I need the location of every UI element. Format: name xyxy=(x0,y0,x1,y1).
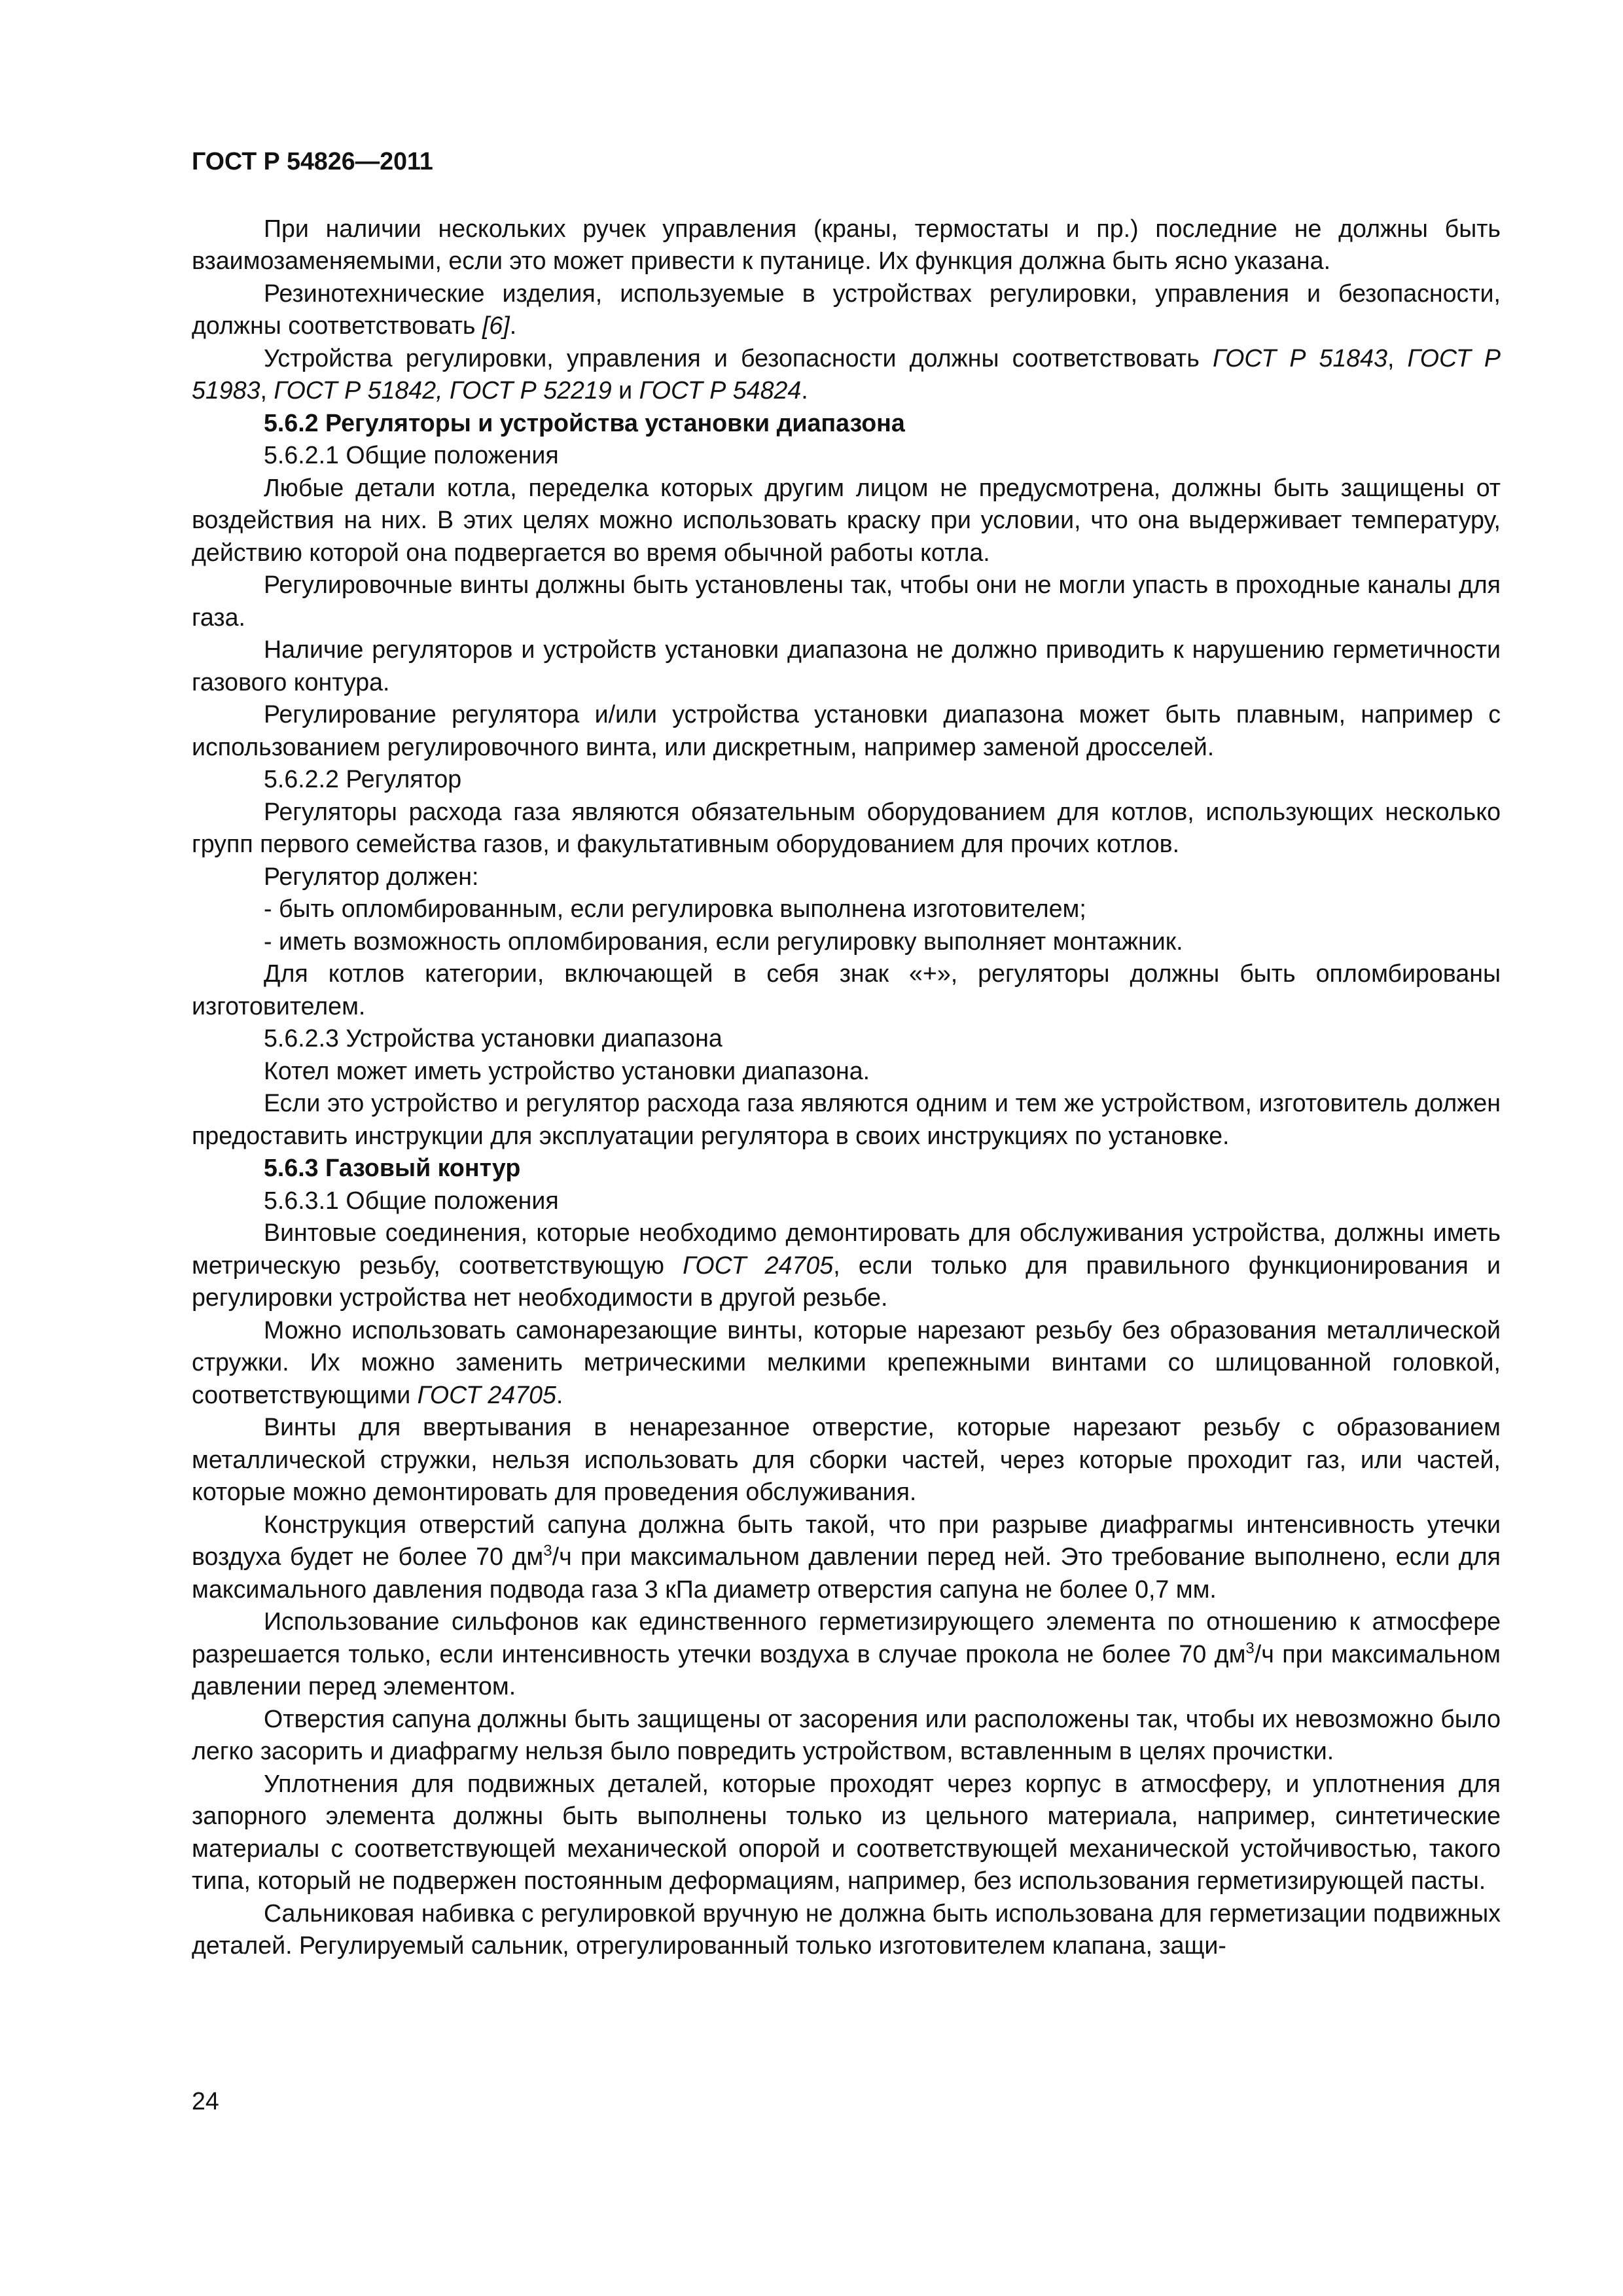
paragraph: Регулятор должен: xyxy=(264,862,479,890)
subsection-heading: 5.6.2.2 Регулятор xyxy=(264,765,462,793)
text: /ч при максимальном давлении перед элементом. xyxy=(192,1640,1501,1700)
paragraph xyxy=(192,342,1501,407)
subsection-heading: 5.6.2.3 Устройства установки диапазона xyxy=(264,1024,722,1052)
paragraph: Любые детали котла, переделка которых другим лицом не предусмотрена, должны быть защищены от воздействия на них. В этих целях можно использовать краску при условии, что она выдерживает температуру, действию которой она подвергается во время обычной работы котла. xyxy=(192,473,1501,566)
section-heading: 5.6.2 Регуляторы и устройства установки диапазона xyxy=(264,408,905,437)
paragraph: Регулировочные винты должны быть установлены так, чтобы они не могли упасть в проходные каналы для газа. xyxy=(192,571,1501,631)
document-header: ГОСТ Р 54826—2011 xyxy=(192,147,433,175)
reference: ГОСТ 24705 xyxy=(683,1251,834,1279)
reference: ГОСТ Р 51843 xyxy=(1212,344,1387,372)
subsection-heading: 5.6.2.1 Общие положения xyxy=(264,441,559,469)
superscript: 3 xyxy=(1245,1639,1255,1657)
list-item: - быть опломбированным, если регулировка выполнена изготовителем; xyxy=(264,895,1086,922)
section-heading: 5.6.3 Газовый контур xyxy=(264,1154,521,1181)
document-page xyxy=(192,145,1501,1962)
paragraph: Наличие регуляторов и устройств установки диапазона не должно приводить к нарушению герметичности газового контура. xyxy=(192,636,1501,696)
paragraph xyxy=(192,1314,1501,1412)
text: , если только для правильного функционирования и регулировки устройства нет необходимости в другой резьбе. xyxy=(192,1251,1501,1311)
text: Можно использовать самонарезающие винты, которые нарезают резьбу без образования металлической стружки. Их можно заменить метрическими мелкими крепежными винтами со шлицованной головкой, соответствующими xyxy=(192,1316,1501,1408)
reference: ГОСТ Р 51983 xyxy=(192,344,1501,404)
paragraph: Для котлов категории, включающей в себя знак «+», регуляторы должны быть опломбированы изготовителем. xyxy=(192,960,1501,1020)
superscript: 3 xyxy=(543,1542,552,1560)
paragraph: Регуляторы расхода газа являются обязательным оборудованием для котлов, использующих несколько групп первого семейства газов, и факультативным оборудованием для прочих котлов. xyxy=(192,797,1501,857)
text: Конструкция отверстий сапуна должна быть такой, что при разрыве диафрагмы интенсивность утечки воздуха будет не более 70 дм xyxy=(192,1510,1501,1570)
text: Использование сильфонов как единственного герметизирующего элемента по отношению к атмосфере разрешается только, если интенсивность утечки воздуха в случае прокола не более 70 дм xyxy=(192,1607,1501,1668)
text: , xyxy=(260,376,274,404)
paragraph: Котел может иметь устройство установки диапазона. xyxy=(264,1056,870,1085)
text: /ч при максимальном давлении перед ней. Это требование выполнено, если для максимального давления подвода газа 3 кПа диаметр отверстия сапуна не более 0,7 мм. xyxy=(192,1543,1501,1603)
paragraph: Винты для ввертывания в ненарезанное отверстие, которые нарезают резьбу с образованием металлической стружки, нельзя использовать для сборки частей, через которые проходит газ, или частей, которые можно демонтировать для проведения обслуживания. xyxy=(192,1413,1501,1505)
text: Резинотехнические изделия, используемые в устройствах регулировки, управления и безопасности, должны соответствовать xyxy=(192,279,1501,339)
subsection-heading: 5.6.3.1 Общие положения xyxy=(264,1186,559,1214)
paragraph: Если это устройство и регулятор расхода газа являются одним и тем же устройством, изготовитель должен предоставить инструкции для эксплуатации регулятора в своих инструкциях по установке. xyxy=(192,1089,1501,1149)
paragraph xyxy=(192,1605,1501,1703)
reference: ГОСТ Р 54824 xyxy=(639,376,802,404)
text: Винтовые соединения, которые необходимо демонтировать для обслуживания устройства, должны иметь метрическую резьбу, соответствующую xyxy=(192,1219,1501,1279)
text: . xyxy=(801,376,808,404)
paragraph xyxy=(192,1509,1501,1606)
paragraph: Уплотнения для подвижных деталей, которые проходят через корпус в атмосферу, и уплотнения для запорного элемента должны быть выполнены только из цельного материала, например, синтетические материалы с соответствующей механической опорой и соответствующей механической устойчивостью, такого типа, который не подвержен постоянным деформациям, например, без использования герметизирующей пасты. xyxy=(192,1769,1501,1894)
text: . xyxy=(509,312,517,339)
paragraph xyxy=(192,1217,1501,1314)
text: , xyxy=(1387,344,1408,372)
page-number: 24 xyxy=(192,2087,219,2115)
paragraph: Регулирование регулятора и/или устройства установки диапазона может быть плавным, например с использованием регулировочного винта, или дискретным, например заменой дросселей. xyxy=(192,700,1501,761)
paragraph: Сальниковая набивка с регулировкой вручную не должна быть использована для герметизации подвижных деталей. Регулируемый сальник, отрегулированный только изготовителем клапана, защи- xyxy=(192,1899,1501,1959)
reference: [6] xyxy=(482,312,510,339)
reference: ГОСТ Р 51842, ГОСТ Р 52219 xyxy=(274,376,612,404)
list-item: - иметь возможность опломбирования, если регулировку выполняет монтажник. xyxy=(264,927,1183,955)
text: . xyxy=(556,1380,563,1408)
paragraph: При наличии нескольких ручек управления (краны, термостаты и пр.) последние не должны быть взаимозаменяемыми, если это может привести к путанице. Их функция должна быть ясно указана. xyxy=(192,214,1501,274)
text: Устройства регулировки, управления и безопасности должны соответствовать xyxy=(264,344,1213,372)
paragraph: Отверстия сапуна должны быть защищены от засорения или расположены так, чтобы их невозможно было легко засорить и диафрагму нельзя было повредить устройством, вставленным в целях прочистки. xyxy=(192,1704,1501,1765)
paragraph xyxy=(192,278,1501,342)
text: и xyxy=(611,376,639,404)
reference: ГОСТ 24705 xyxy=(417,1380,556,1408)
